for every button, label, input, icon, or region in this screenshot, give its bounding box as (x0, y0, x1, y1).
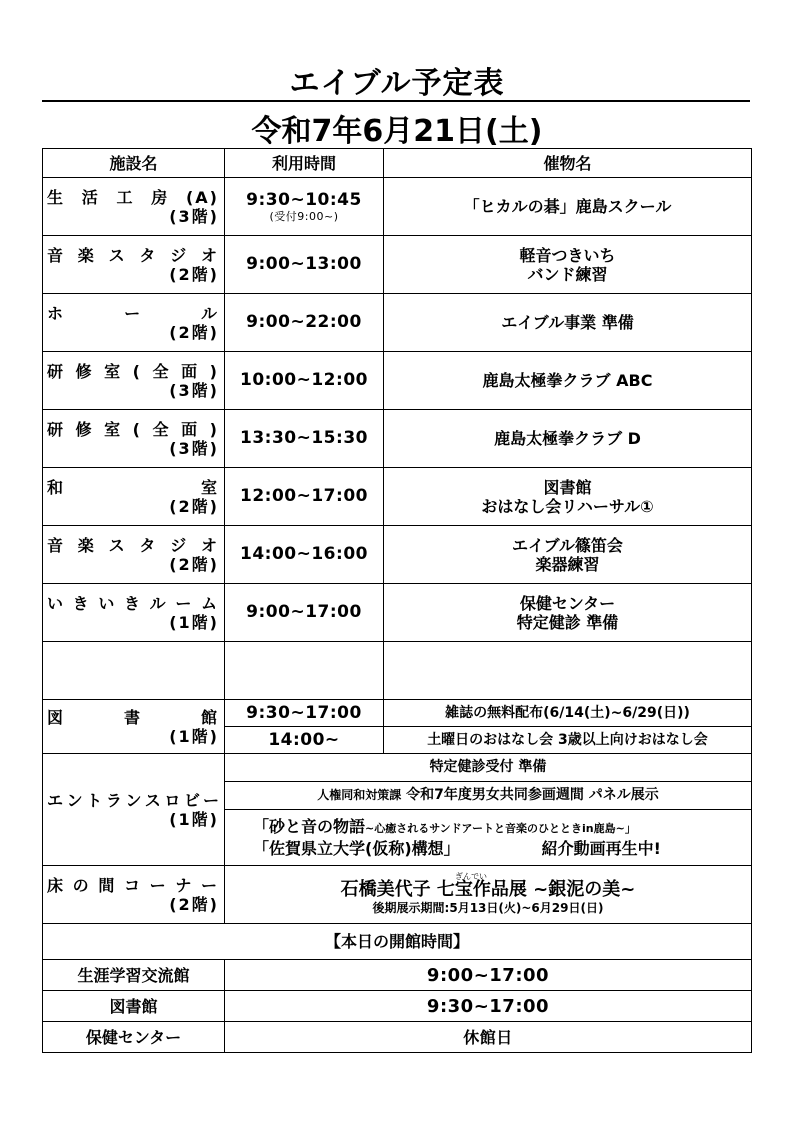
title-underline (42, 100, 750, 102)
hours-value: 休館日 (225, 1022, 752, 1053)
schedule-date: 令和7年6月21日(土) (251, 114, 543, 149)
time-cell: 10:00~12:00 (225, 352, 384, 410)
ruby-text: ぎんでい (455, 871, 487, 881)
table-row (43, 352, 752, 410)
table-row (43, 700, 752, 727)
time-cell: 9:30~17:00 (225, 700, 384, 727)
facility-cell: 音楽スタジオ (2階) (43, 236, 225, 294)
facility-cell: ホール (2階) (43, 294, 225, 352)
empty-cell (384, 642, 752, 700)
header-event: 催物名 (384, 149, 752, 178)
time-cell: 9:30~10:45 (受付9:00~) (225, 178, 384, 236)
page-title: エイブル予定表 (289, 66, 505, 101)
table-row (43, 410, 752, 468)
time-cell: 9:00~22:00 (225, 294, 384, 352)
hours-name: 図書館 (43, 991, 225, 1022)
hours-value: 9:00~17:00 (225, 960, 752, 991)
event-cell: 保健センター 特定健診 準備 (384, 584, 752, 642)
hours-value: 9:30~17:00 (225, 991, 752, 1022)
facility-cell: 和室 (2階) (43, 468, 225, 526)
lobby-line: 特定健診受付 準備 (225, 754, 752, 782)
time-cell: 13:30~15:30 (225, 410, 384, 468)
hours-name: 生涯学習交流館 (43, 960, 225, 991)
event-cell: ぎんでい 石橋美代子 七宝作品展 ~銀泥の美~ 後期展示期間:5月13日(火)~6月29日(日) (225, 866, 752, 924)
header-time: 利用時間 (225, 149, 384, 178)
hours-heading: 【本日の開館時間】 (43, 924, 752, 960)
hours-name: 保健センター (43, 1022, 225, 1053)
event-cell: 土曜日のおはなし会 3歳以上向けおはなし会 (384, 727, 752, 754)
schedule-table (42, 148, 752, 1053)
table-row (43, 754, 752, 782)
table-row (43, 468, 752, 526)
lobby-line: 人権同和対策課 令和7年度男女共同参画週間 パネル展示 (225, 782, 752, 810)
table-row (43, 178, 752, 236)
time-cell: 12:00~17:00 (225, 468, 384, 526)
time-cell: 9:00~17:00 (225, 584, 384, 642)
empty-row (43, 642, 752, 700)
event-cell: 雑誌の無料配布(6/14(土)~6/29(日)) (384, 700, 752, 727)
event-cell: 軽音つきいち バンド練習 (384, 236, 752, 294)
event-cell: 鹿島太極拳クラブ D (384, 410, 752, 468)
time-cell: 14:00~ (225, 727, 384, 754)
empty-cell (43, 642, 225, 700)
facility-cell: 生活工房(A) (3階) (43, 178, 225, 236)
table-row (43, 294, 752, 352)
facility-cell: エントランスロビー (1階) (43, 754, 225, 866)
hours-heading-row (43, 924, 752, 960)
facility-cell: 図書館 (1階) (43, 700, 225, 754)
facility-cell: 音楽スタジオ (2階) (43, 526, 225, 584)
header-facility: 施設名 (43, 149, 225, 178)
facility-cell: いきいきルーム (1階) (43, 584, 225, 642)
facility-cell: 床の間コーナー (2階) (43, 866, 225, 924)
table-row (43, 960, 752, 991)
event-cell: 図書館 おはなし会リハーサル① (384, 468, 752, 526)
table-row (43, 991, 752, 1022)
event-cell: エイブル事業 準備 (384, 294, 752, 352)
empty-cell (225, 642, 384, 700)
time-cell: 14:00~16:00 (225, 526, 384, 584)
event-cell: エイブル篠笛会 楽器練習 (384, 526, 752, 584)
table-row (43, 236, 752, 294)
event-cell: 「ヒカルの碁」鹿島スクール (384, 178, 752, 236)
facility-cell: 研修室(全面) (3階) (43, 410, 225, 468)
facility-cell: 研修室(全面) (3階) (43, 352, 225, 410)
table-row (43, 526, 752, 584)
header-row (43, 149, 752, 178)
table-row (43, 584, 752, 642)
time-cell: 9:00~13:00 (225, 236, 384, 294)
table-row (43, 866, 752, 924)
lobby-line: 「砂と音の物語~心癒されるサンドアートと音楽のひとときin鹿島~」 「佐賀県立大学(仮称)構想」 紹介動画再生中! (225, 810, 752, 866)
event-cell: 鹿島太極拳クラブ ABC (384, 352, 752, 410)
table-row (43, 1022, 752, 1053)
